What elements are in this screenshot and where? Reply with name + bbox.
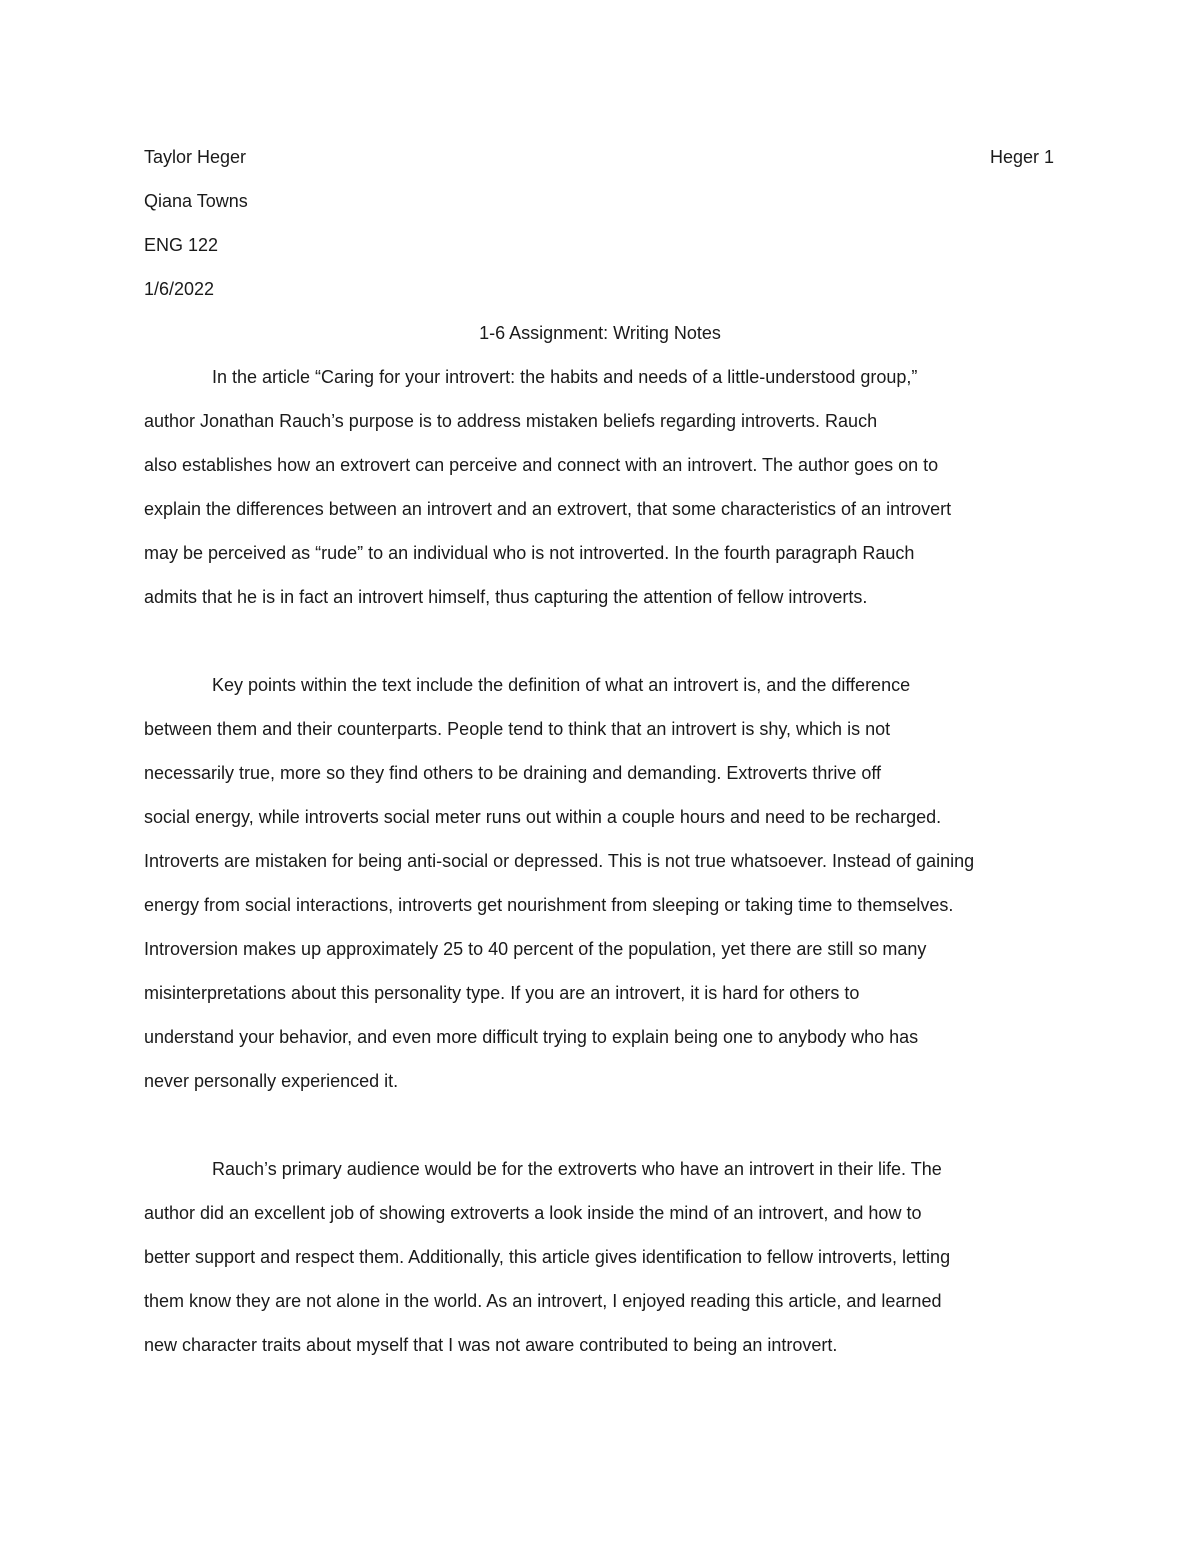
document-date: 1/6/2022 <box>144 279 215 299</box>
paragraph-line: them know they are not alone in the world. As an introvert, I enjoyed reading this article, and learned <box>144 1291 942 1311</box>
paragraph-line: understand your behavior, and even more difficult trying to explain being one to anybody who has <box>144 1027 919 1047</box>
paragraph-line: also establishes how an extrovert can perceive and connect with an introvert. The author goes on to <box>144 455 939 475</box>
paragraph-line: explain the differences between an introvert and an extrovert, that some characteristics of an introvert <box>144 499 952 519</box>
paragraph-line: Introverts are mistaken for being anti-social or depressed. This is not true whatsoever. Instead of gaining <box>144 851 975 871</box>
page-header: Heger 1 <box>989 147 1054 167</box>
student-name: Taylor Heger <box>144 147 247 167</box>
paragraph-line: social energy, while introverts social meter runs out within a couple hours and need to be recharged. <box>144 807 942 827</box>
paragraph-line: new character traits about myself that I was not aware contributed to being an introvert. <box>144 1335 838 1355</box>
paragraph-line: energy from social interactions, introverts get nourishment from sleeping or taking time to themselves. <box>144 895 954 915</box>
paragraph-line: misinterpretations about this personality type. If you are an introvert, it is hard for others to <box>144 983 860 1003</box>
instructor-name: Qiana Towns <box>144 191 248 211</box>
paragraph-line: author Jonathan Rauch’s purpose is to address mistaken beliefs regarding introverts. Rauch <box>144 411 878 431</box>
paragraph-line: may be perceived as “rude” to an individual who is not introverted. In the fourth paragraph Rauch <box>144 543 915 563</box>
paragraph-line: Key points within the text include the definition of what an introvert is, and the difference <box>212 675 911 695</box>
course-name: ENG 122 <box>144 235 219 255</box>
paragraph-line: admits that he is in fact an introvert himself, thus capturing the attention of fellow introverts. <box>144 587 868 607</box>
paragraph-line: Introversion makes up approximately 25 to 40 percent of the population, yet there are still so many <box>144 939 927 959</box>
document-title: 1-6 Assignment: Writing Notes <box>479 323 721 343</box>
paragraph-line: necessarily true, more so they find others to be draining and demanding. Extroverts thrive off <box>144 763 882 783</box>
paragraph-line: author did an excellent job of showing extroverts a look inside the mind of an introvert, and how to <box>144 1203 922 1223</box>
paragraph-line: never personally experienced it. <box>144 1071 399 1091</box>
paragraph-line: between them and their counterparts. People tend to think that an introvert is shy, which is not <box>144 719 891 739</box>
paragraph-line: In the article “Caring for your introvert: the habits and needs of a little-understood group,” <box>212 367 918 387</box>
paragraph-line: Rauch’s primary audience would be for the extroverts who have an introvert in their life. The <box>212 1159 942 1179</box>
paragraph-line: better support and respect them. Additionally, this article gives identification to fellow introverts, letting <box>144 1247 951 1267</box>
